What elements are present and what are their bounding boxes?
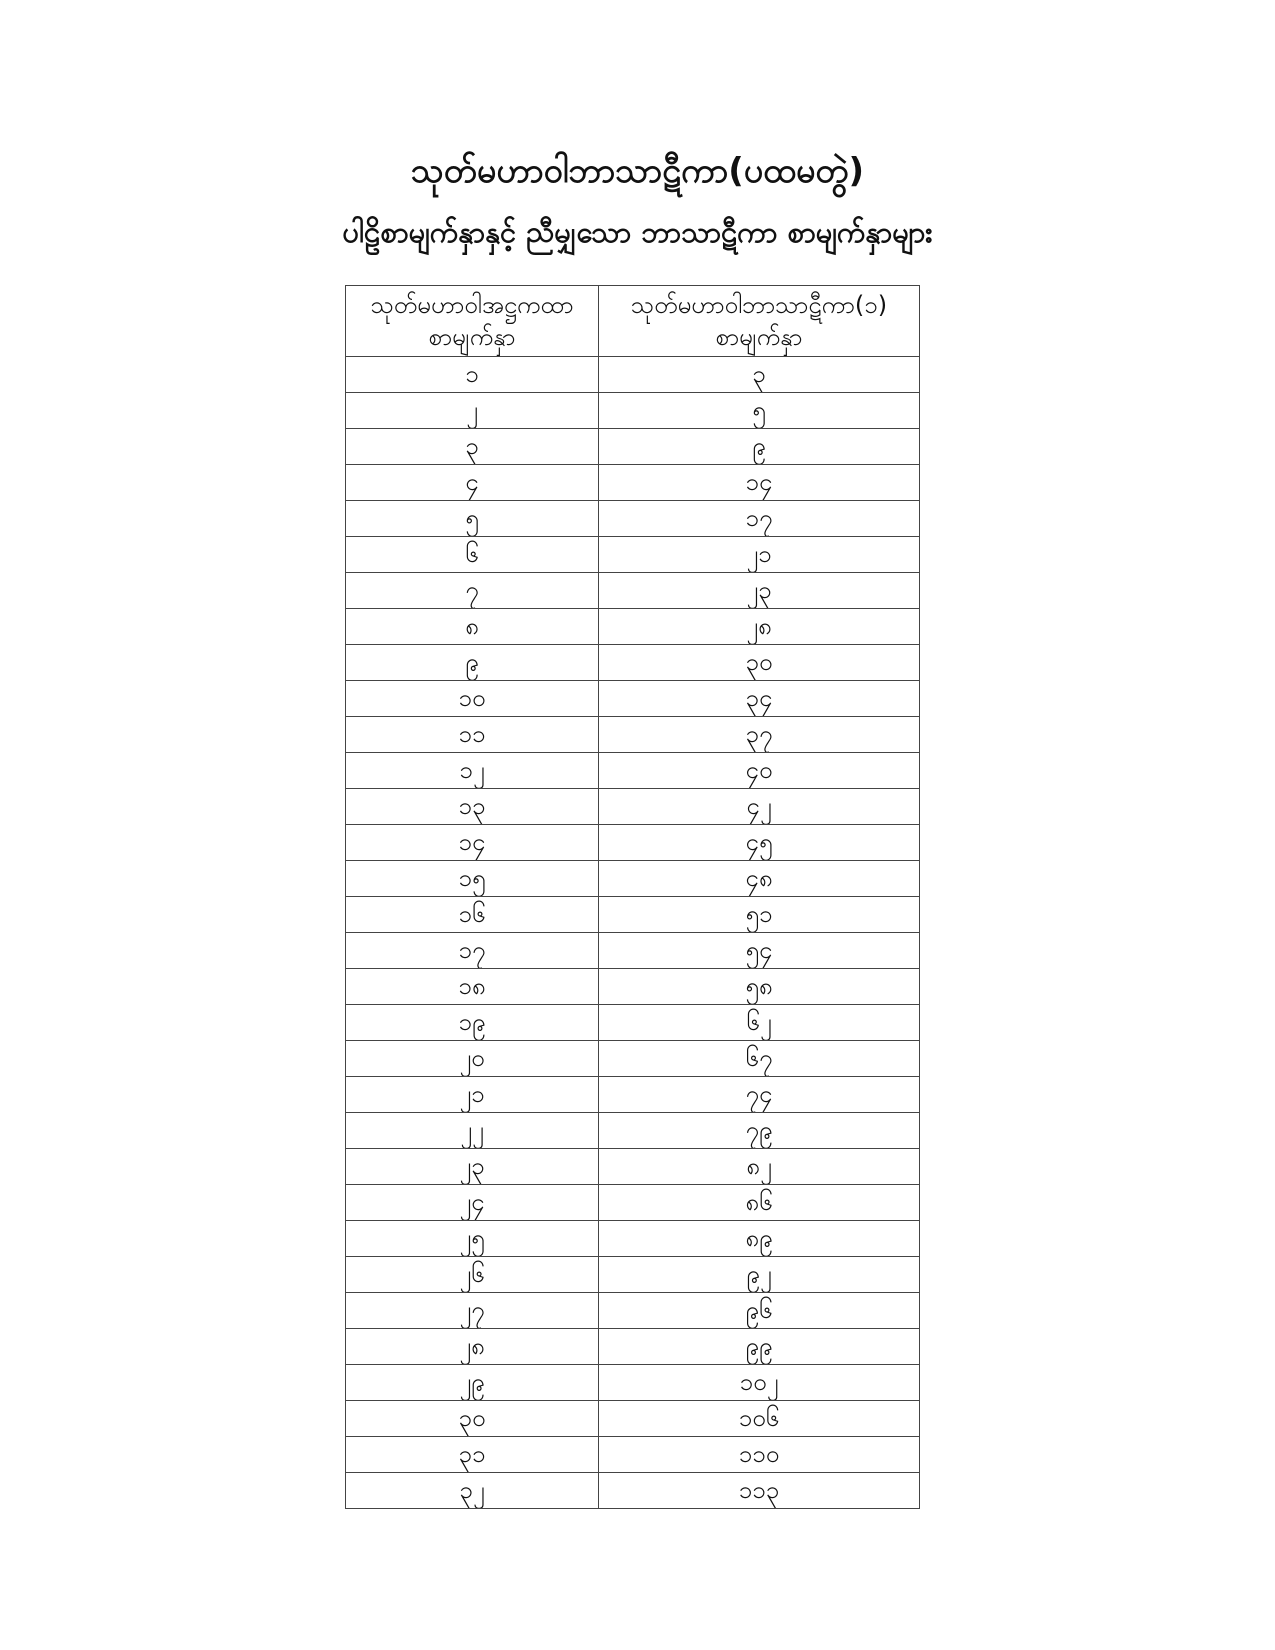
atthakatha-page-cell: ၁၈ [346,969,599,1005]
atthakatha-page-cell: ၂၅ [346,1221,599,1257]
atthakatha-page-cell: ၁၁ [346,717,599,753]
tika-page-cell: ၈၉ [599,1221,920,1257]
tika-page-cell: ၆၇ [599,1041,920,1077]
table-body [346,357,920,1509]
atthakatha-page-cell: ၁၀ [346,681,599,717]
tika-page-cell: ၈၂ [599,1149,920,1185]
atthakatha-page-cell: ၈ [346,609,599,645]
tika-page-cell: ၁၀၂ [599,1365,920,1401]
tika-page-cell: ၇၉ [599,1113,920,1149]
tika-page-cell: ၂၁ [599,537,920,573]
table-row [346,789,920,825]
tika-page-cell: ၅၈ [599,969,920,1005]
table-row [346,357,920,393]
table-row [346,1149,920,1185]
table-row [346,1005,920,1041]
document-title: သုတ်မဟာဝါဘာသာဋီကာ(ပထမတွဲ) [410,151,865,191]
column-header-line: စာမျက်နှာ [428,323,516,351]
tika-page-cell: ၁၁၀ [599,1437,920,1473]
tika-page-cell: ၇၄ [599,1077,920,1113]
atthakatha-page-cell: ၁ [346,357,599,393]
atthakatha-page-cell: ၂၈ [346,1329,599,1365]
table-row [346,609,920,645]
atthakatha-page-cell: ၃၂ [346,1473,599,1509]
tika-page-cell: ၃၇ [599,717,920,753]
table-row [346,1221,920,1257]
table-row [346,645,920,681]
atthakatha-page-cell: ၄ [346,465,599,501]
tika-page-cell: ၁၇ [599,501,920,537]
table-row [346,501,920,537]
table-row [346,429,920,465]
atthakatha-page-cell: ၃၀ [346,1401,599,1437]
tika-page-cell: ၄၅ [599,825,920,861]
tika-page-cell: ၅၄ [599,933,920,969]
atthakatha-page-cell: ၂၂ [346,1113,599,1149]
tika-page-cell: ၁၀၆ [599,1401,920,1437]
table-row [346,1473,920,1509]
table-row [346,933,920,969]
tika-page-cell: ၉၂ [599,1257,920,1293]
tika-page-cell: ၅၁ [599,897,920,933]
atthakatha-page-cell: ၁၅ [346,861,599,897]
table-row [346,1293,920,1329]
tika-page-cell: ၃ [599,357,920,393]
table-row [346,393,920,429]
column-header-line: သုတ်မဟာဝါအဋ္ဌကထာ [370,291,574,319]
tika-page-cell: ၅ [599,393,920,429]
table-row [346,465,920,501]
document-subtitle: ပါဠိစာမျက်နှာနှင့် ညီမျှသော ဘာသာဋီကာ စာမျက်နှာများ [342,215,933,249]
atthakatha-page-cell: ၁၃ [346,789,599,825]
table-row [346,1257,920,1293]
table-row [346,717,920,753]
tika-page-cell: ၈၆ [599,1185,920,1221]
table-row [346,753,920,789]
tika-page-cell: ၄၈ [599,861,920,897]
atthakatha-page-cell: ၂၃ [346,1149,599,1185]
column-header-line: သုတ်မဟာဝါဘာသာဋီကာ(၁) [630,291,888,319]
tika-page-cell: ၄၀ [599,753,920,789]
table-row [346,1041,920,1077]
atthakatha-page-cell: ၁၉ [346,1005,599,1041]
atthakatha-page-cell: ၂၄ [346,1185,599,1221]
atthakatha-page-cell: ၇ [346,573,599,609]
tika-page-cell: ၁၄ [599,465,920,501]
table-row [346,1113,920,1149]
table-row [346,1185,920,1221]
atthakatha-page-cell: ၂၉ [346,1365,599,1401]
tika-page-cell: ၃၀ [599,645,920,681]
tika-page-cell: ၉၉ [599,1329,920,1365]
atthakatha-page-cell: ၆ [346,537,599,573]
page-correspondence-table [345,285,920,1509]
atthakatha-page-cell: ၂၆ [346,1257,599,1293]
table-row [346,969,920,1005]
atthakatha-page-cell: ၃၁ [346,1437,599,1473]
tika-page-cell: ၂၃ [599,573,920,609]
table-row [346,1077,920,1113]
atthakatha-page-cell: ၃ [346,429,599,465]
tika-page-cell: ၂၈ [599,609,920,645]
atthakatha-page-cell: ၂ [346,393,599,429]
tika-page-cell: ၄၂ [599,789,920,825]
table-row [346,897,920,933]
tika-page-cell: ၁၁၃ [599,1473,920,1509]
column-header-atthakatha-page [346,286,599,357]
atthakatha-page-cell: ၂၇ [346,1293,599,1329]
table-row [346,537,920,573]
tika-page-cell: ၉ [599,429,920,465]
atthakatha-page-cell: ၁၆ [346,897,599,933]
tika-page-cell: ၃၄ [599,681,920,717]
atthakatha-page-cell: ၉ [346,645,599,681]
atthakatha-page-cell: ၁၇ [346,933,599,969]
table-row [346,1365,920,1401]
table-row [346,1329,920,1365]
column-header-tika-page [599,286,920,357]
table-row [346,1437,920,1473]
table-row [346,681,920,717]
table-row [346,1401,920,1437]
column-header-line: စာမျက်နှာ [715,323,803,351]
atthakatha-page-cell: ၂၀ [346,1041,599,1077]
atthakatha-page-cell: ၁၂ [346,753,599,789]
table-header-row [346,286,920,357]
table-row [346,861,920,897]
atthakatha-page-cell: ၂၁ [346,1077,599,1113]
tika-page-cell: ၆၂ [599,1005,920,1041]
atthakatha-page-cell: ၁၄ [346,825,599,861]
tika-page-cell: ၉၆ [599,1293,920,1329]
table-row [346,573,920,609]
table-row [346,825,920,861]
atthakatha-page-cell: ၅ [346,501,599,537]
